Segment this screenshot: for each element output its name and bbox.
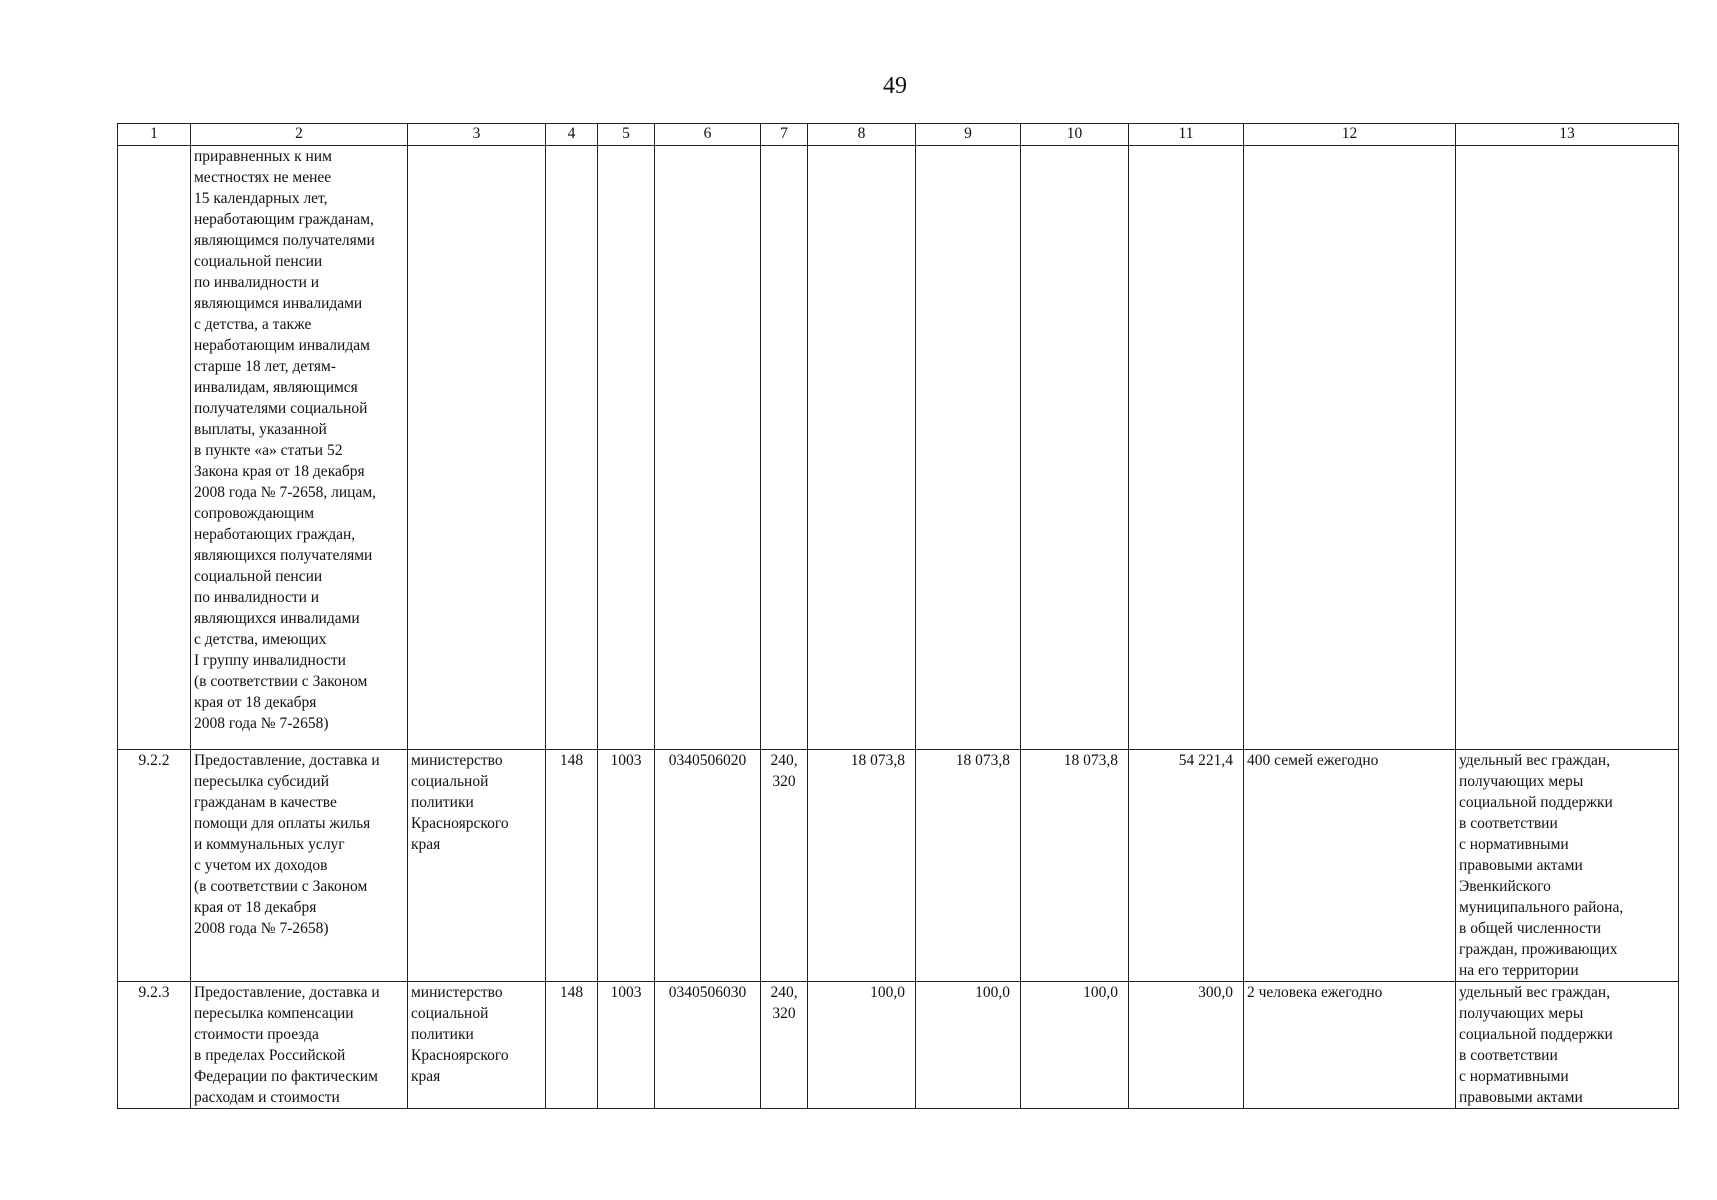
row-number-cell xyxy=(118,146,191,750)
total-amount-cell: 300,0 xyxy=(1129,982,1244,1109)
administrator-cell: министерство социальной политики Красноярского края xyxy=(408,982,546,1109)
column-header: 5 xyxy=(598,124,655,146)
section-code-cell: 1003 xyxy=(598,750,655,982)
column-header: 8 xyxy=(808,124,916,146)
amount-cell: 100,0 xyxy=(1021,982,1129,1109)
column-header: 1 xyxy=(118,124,191,146)
expected-result-cell xyxy=(1244,146,1456,750)
amount-cell: 18 073,8 xyxy=(1021,750,1129,982)
administrator-cell xyxy=(408,146,546,750)
indicator-cell xyxy=(1456,146,1679,750)
amount-cell: 18 073,8 xyxy=(916,750,1021,982)
amount-cell xyxy=(808,146,916,750)
section-code-cell xyxy=(598,146,655,750)
measure-description-cell: приравненных к ним местностях не менее 15 календарных лет, неработающим гражданам, являющимся получателями социальной пенсии по инвалидности и являющимся инвалидами с детства, а также неработающим инвалидам старше 18 лет, детям- инвалидам, являющимся получателями социальной выплаты, указанной в пункте «а» статьи 52 Закона края от 18 декабря 2008 года № 7-2658, лицам, сопровождающим неработающих граждан, являющихся получателями социальной пенсии по инвалидности и являющихся инвалидами с детства, имеющих I группу инвалидности (в соответствии с Законом края от 18 декабря 2008 года № 7-2658) xyxy=(191,146,408,750)
column-header: 4 xyxy=(546,124,598,146)
total-amount-cell xyxy=(1129,146,1244,750)
column-header: 2 xyxy=(191,124,408,146)
column-header: 11 xyxy=(1129,124,1244,146)
expense-type-cell: 240, 320 xyxy=(761,982,808,1109)
grbs-code-cell: 148 xyxy=(546,750,598,982)
indicator-cell: удельный вес граждан, получающих меры социальной поддержки в соответствии с нормативными правовыми актами Эвенкийского муниципального района, в общей численности граждан, проживающих на его территории xyxy=(1456,750,1679,982)
amount-cell xyxy=(916,146,1021,750)
grbs-code-cell: 148 xyxy=(546,982,598,1109)
expense-type-cell xyxy=(761,146,808,750)
table-row xyxy=(118,750,1679,982)
section-code-cell: 1003 xyxy=(598,982,655,1109)
expected-result-cell: 2 человека ежегодно xyxy=(1244,982,1456,1109)
column-header: 7 xyxy=(761,124,808,146)
amount-cell: 100,0 xyxy=(808,982,916,1109)
column-header: 3 xyxy=(408,124,546,146)
expense-type-cell: 240, 320 xyxy=(761,750,808,982)
expected-result-cell: 400 семей ежегодно xyxy=(1244,750,1456,982)
column-header: 10 xyxy=(1021,124,1129,146)
target-code-cell: 0340506020 xyxy=(655,750,761,982)
amount-cell: 100,0 xyxy=(916,982,1021,1109)
column-number-row xyxy=(118,124,1679,146)
measure-description-cell: Предоставление, доставка и пересылка компенсации стоимости проезда в пределах Российской Федерации по фактическим расходам и стоимости xyxy=(191,982,408,1109)
row-number-cell: 9.2.2 xyxy=(118,750,191,982)
page-number: 49 xyxy=(883,73,907,99)
target-code-cell xyxy=(655,146,761,750)
column-header: 12 xyxy=(1244,124,1456,146)
row-number-cell: 9.2.3 xyxy=(118,982,191,1109)
indicator-cell: удельный вес граждан, получающих меры социальной поддержки в соответствии с нормативными правовыми актами xyxy=(1456,982,1679,1109)
target-code-cell: 0340506030 xyxy=(655,982,761,1109)
table-row xyxy=(118,146,1679,750)
measure-description-cell: Предоставление, доставка и пересылка субсидий гражданам в качестве помощи для оплаты жилья и коммунальных услуг с учетом их доходов (в соответствии с Законом края от 18 декабря 2008 года № 7-2658) xyxy=(191,750,408,982)
total-amount-cell: 54 221,4 xyxy=(1129,750,1244,982)
column-header: 13 xyxy=(1456,124,1679,146)
grbs-code-cell xyxy=(546,146,598,750)
administrator-cell: министерство социальной политики Красноярского края xyxy=(408,750,546,982)
column-header: 6 xyxy=(655,124,761,146)
amount-cell xyxy=(1021,146,1129,750)
program-table xyxy=(117,123,1679,1109)
amount-cell: 18 073,8 xyxy=(808,750,916,982)
column-header: 9 xyxy=(916,124,1021,146)
table-row xyxy=(118,982,1679,1109)
